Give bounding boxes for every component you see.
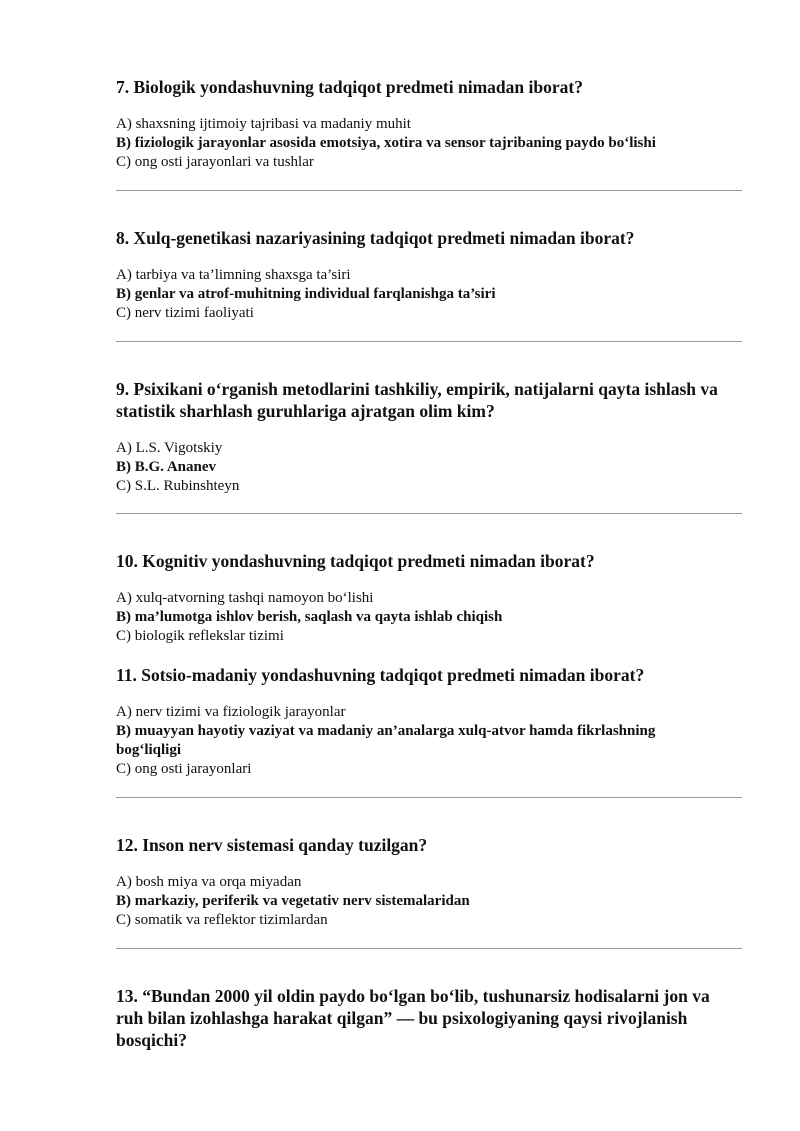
divider	[116, 948, 742, 949]
option-a: A) xulq-atvorning tashqi namoyon bo‘lishi	[116, 590, 374, 606]
answer-options	[116, 115, 742, 172]
answer-options	[116, 266, 742, 323]
question-text-line-2: ruh bilan izohlashga harakat qilgan” — bu psixologiyaning qaysi rivojlanish	[116, 1008, 688, 1028]
question-text-line-1: 9. Psixikani o‘rganish metodlarini tashkiliy, empirik, natijalarni qayta ishlash va	[116, 379, 718, 399]
question-text: 12. Inson nerv sistemasi qanday tuzilgan?	[116, 835, 428, 855]
question-11	[116, 664, 742, 779]
question-7	[116, 76, 742, 172]
option-b-correct: B) genlar va atrof-muhitning individual farqlanishga ta’siri	[116, 286, 496, 302]
option-c: C) somatik va reflektor tizimlardan	[116, 912, 328, 928]
question-text-line-1: 13. “Bundan 2000 yil oldin paydo bo‘lgan bo‘lib, tushunarsiz hodisalarni jon va	[116, 986, 710, 1006]
option-b-correct: B) muayyan hayotiy vaziyat va madaniy an’analarga xulq-atvor hamda fikrlashning	[116, 723, 656, 739]
option-c: C) ong osti jarayonlari	[116, 761, 252, 777]
option-a: A) tarbiya va ta’limning shaxsga ta’siri	[116, 267, 351, 283]
question-text: 8. Xulq-genetikasi nazariyasining tadqiqot predmeti nimadan iborat?	[116, 228, 635, 248]
question-text: 11. Sotsio-madaniy yondashuvning tadqiqot predmeti nimadan iborat?	[116, 665, 645, 685]
answer-options	[116, 873, 742, 930]
question-8	[116, 227, 742, 323]
option-c: C) ong osti jarayonlari va tushlar	[116, 154, 314, 170]
question-9	[116, 378, 742, 496]
option-a: A) bosh miya va orqa miyadan	[116, 874, 302, 890]
divider	[116, 190, 742, 191]
divider	[116, 341, 742, 342]
option-b-correct: B) B.G. Ananev	[116, 459, 217, 475]
option-b-correct-continued: bog‘liqligi	[116, 742, 182, 758]
divider	[116, 797, 742, 798]
question-12	[116, 834, 742, 930]
option-a: A) L.S. Vigotskiy	[116, 440, 223, 456]
question-text: 7. Biologik yondashuvning tadqiqot predmeti nimadan iborat?	[116, 77, 583, 97]
option-b-correct: B) fiziologik jarayonlar asosida emotsiya, xotira va sensor tajribaning paydo bo‘lishi	[116, 135, 656, 151]
answer-options	[116, 589, 742, 646]
answer-options	[116, 703, 742, 779]
divider	[116, 513, 742, 514]
option-c: C) biologik reflekslar tizimi	[116, 628, 284, 644]
question-10	[116, 550, 742, 646]
option-a: A) nerv tizimi va fiziologik jarayonlar	[116, 704, 346, 720]
option-a: A) shaxsning ijtimoiy tajribasi va madaniy muhit	[116, 116, 411, 132]
option-b-correct: B) markaziy, periferik va vegetativ nerv sistemalaridan	[116, 893, 470, 909]
question-text-line-2: statistik sharhlash guruhlariga ajratgan olim kim?	[116, 401, 495, 421]
option-c: C) nerv tizimi faoliyati	[116, 305, 254, 321]
answer-options	[116, 439, 742, 496]
question-text-line-3: bosqichi?	[116, 1030, 187, 1050]
question-13	[116, 985, 742, 1051]
question-text: 10. Kognitiv yondashuvning tadqiqot predmeti nimadan iborat?	[116, 551, 595, 571]
option-c: C) S.L. Rubinshteyn	[116, 478, 240, 494]
option-b-correct: B) ma’lumotga ishlov berish, saqlash va qayta ishlab chiqish	[116, 609, 503, 625]
